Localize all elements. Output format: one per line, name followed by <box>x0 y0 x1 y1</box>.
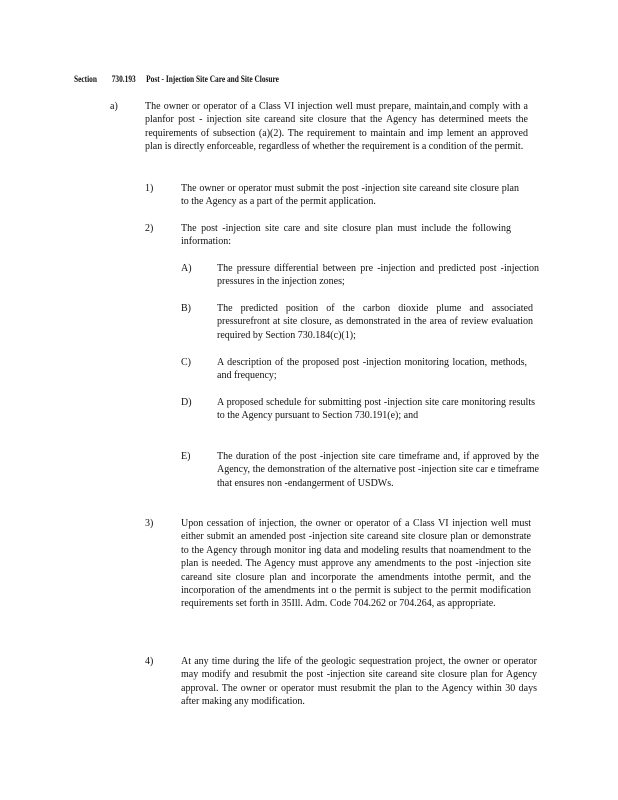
subitem-e-label: E) <box>181 451 191 462</box>
item-2-label: 2) <box>145 223 154 234</box>
section-word: Section <box>74 74 97 84</box>
section-heading <box>74 74 279 84</box>
item-2-text: The post -injection site care and site closure plan must include the following information: <box>181 223 511 248</box>
subsection-a-label: a) <box>110 101 118 112</box>
item-3-text: Upon cessation of injection, the owner or operator of a Class VI injection well must either submit an amended post -injection site careand site closure plan or demonstrate to the Agency through monitor ing data and modeling results that noamendment to the plan is needed. The Agency must approve any amendments to the post -injection site careand site closure plan and incorporate the amendments intothe permit, and the incorporation of the amendments int o the permit is subject to the permit modification requirements set forth in 35Ill. Adm. Code 704.262 or 704.264, as appropriate. <box>181 518 531 610</box>
subitem-c-text: A description of the proposed post -injection monitoring location, methods, and frequency; <box>217 357 527 382</box>
subitem-a-label: A) <box>181 263 192 274</box>
item-1-label: 1) <box>145 183 154 194</box>
subitem-c-label: C) <box>181 357 191 368</box>
subitem-d-label: D) <box>181 397 192 408</box>
subitem-d-text: A proposed schedule for submitting post -injection site care monitoring results to the Agency pursuant to Section 730.191(e); and <box>217 397 535 422</box>
section-number: 730.193 <box>111 74 136 84</box>
subitem-b-label: B) <box>181 303 191 314</box>
subitem-b-text: The predicted position of the carbon dioxide plume and associated pressurefront at site closure, as demonstrated in the area of review evaluation required by Section 730.184(c)(1); <box>217 303 533 341</box>
item-4-label: 4) <box>145 656 154 667</box>
item-3-label: 3) <box>145 518 154 529</box>
subitem-a-text: The pressure differential between pre -injection and predicted post -injection pressures in the injection zones; <box>217 263 539 288</box>
item-4-text: At any time during the life of the geologic sequestration project, the owner or operator may modify and resubmit the post -injection site careand site closure plan for Agency approval. The owner or operator must resubmit the plan to the Agency within 30 days after making any modification. <box>181 656 537 708</box>
subitem-e-text: The duration of the post -injection site care timeframe and, if approved by the Agency, the demonstration of the alternative post -injection site car e timeframe that ensures non -endangerment of USDWs. <box>217 451 539 489</box>
section-title: Post - Injection Site Care and Site Closure <box>146 74 279 84</box>
subsection-a-text: The owner or operator of a Class VI injection well must prepare, maintain,and comply with a planfor post - injection site careand site closure that the Agency has determined meets the requirements of subsection (a)(2). The requirement to maintain and imp lement an approved plan is directly enforceable, regardless of whether the requirement is a condition of the permit. <box>145 101 528 153</box>
item-1-text: The owner or operator must submit the post -injection site careand site closure plan to the Agency as a part of the permit application. <box>181 183 519 208</box>
